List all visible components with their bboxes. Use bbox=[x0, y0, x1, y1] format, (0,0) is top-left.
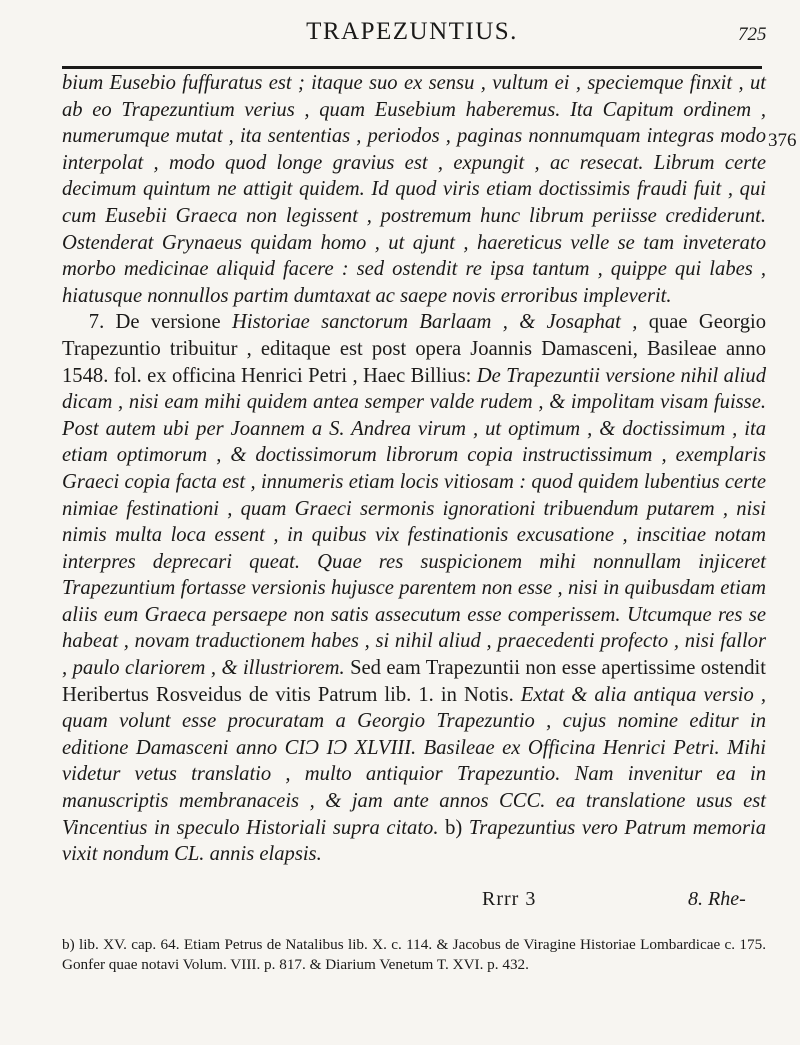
quotation: Trapezuntius vero Patrum memoria vixit nondum CL. annis elapsis. bbox=[62, 816, 766, 866]
quotation: De Trapezuntii versione nihil aliud dicam , nisi eam mihi quidem antea semper valde rudem , & impolitam visam fuisse. Post autem ubi per Joannem a S. Andrea virum , ut optimum , & doctissimum , ita etiam optimorum , & doctissimorum librorum copia instructissimum , exemplaris Graeci copia facta est , innumeris etiam locis vitiosam : quod quidem lubentius certe nimiae festinationi , quam Graeci sermonis ignorationi tribuendum putarem , nisi nimis multa loca essent , in quibus vix festinationis excusatione , inscitiae notam interpres deprecari queat. Quae res suspicionem mihi nonnullam injiceret Trapezuntium fortasse versionis hujusce parentem non esse , nisi in quibusdam etiam aliis eum Graeca persaepe non satis assecutum esse comperissem. Utcumque res se habeat , novam traductionem habes , si nihil aliud , praecedenti profecto , nisi fallor , paulo clariorem , & illustriorem. bbox=[62, 364, 766, 680]
text-roman: Sed eam Trapezuntii non esse apertissime ostendit Heribertus Rosveidus de vitis Patrum lib. 1. in Notis. bbox=[62, 657, 766, 706]
catchword: 8. Rhe- bbox=[688, 888, 746, 910]
paragraph-number: 7. bbox=[88, 311, 105, 334]
signature-line bbox=[62, 888, 762, 918]
footnote-text: b) lib. XV. cap. 64. Etiam Petrus de Natalibus lib. X. c. 114. & Jacobus de Viragine Historiae Lombardicae c. 175. Gonfer quae notavi Volum. VIII. p. 817. & Diarium Venetum T. XVI. p. 432. bbox=[62, 936, 766, 973]
work-title: Historiae sanctorum Barlaam , & Josaphat , bbox=[231, 311, 638, 334]
footnote-marker: b) bbox=[445, 816, 463, 839]
margin-number: 376 bbox=[768, 130, 797, 151]
footnote bbox=[62, 935, 766, 975]
page-number: 725 bbox=[738, 24, 767, 45]
signature-mark: Rrrr 3 bbox=[482, 888, 537, 910]
paragraph-7 bbox=[62, 309, 766, 867]
running-title: TRAPEZUNTIUS. bbox=[306, 18, 518, 45]
quotation: Extat & alia antiqua versio , quam volunt esse procuratam a Georgio Trapezuntio , cujus nomine editur in editione Damasceni anno CIƆ IƆ XLVIII. Basileae ex Officina Henrici Petri. Mihi videtur vetus translatio , multo antiquior Trapezuntio. Nam invenitur ea in manuscriptis membranaceis , & jam ante annos CCC. ea translatione usus est Vincentius in speculo Historiali supra citato. bbox=[62, 683, 766, 839]
main-text bbox=[62, 70, 766, 868]
text-roman: De versione bbox=[115, 311, 221, 334]
page-header bbox=[0, 18, 800, 62]
paragraph-text: bium Eusebio fuffuratus est ; itaque suo ex sensu , vultum ei , speciemque finxit , ut ab eo Trapezuntium verius , quam Eusebium haberemus. Ita Capitum ordinem , numerumque mutat , ita sententias , periodos , paginas nonnumquam integras modo interpolat , modo quod longe gravius est , expungit , ac resecat. Librum certe decimum quintum ne attigit quidem. Id quod viris etiam doctissimis fraudi fuit , qui cum Eusebii Graeca non legissent , postremum hunc librum periisse crediderunt. Ostenderat Grynaeus quidam homo , ut ajunt , haereticus velle se tam inveterato morbo medicinae aliquid facere : sed ostendit re ipsa tantum , quippe qui labes , hiatusque nonnullos partim dumtaxat ac saepe novis erroribus impleverit. bbox=[62, 72, 766, 307]
paragraph-continuation bbox=[62, 70, 766, 309]
text-roman: quae Georgio Trapezuntio tribuitur , editaque est post opera Joannis Damasceni, Basileae anno 1548. fol. ex officina Henrici Petri , Haec Billius: bbox=[62, 311, 767, 387]
header-rule bbox=[62, 66, 762, 69]
